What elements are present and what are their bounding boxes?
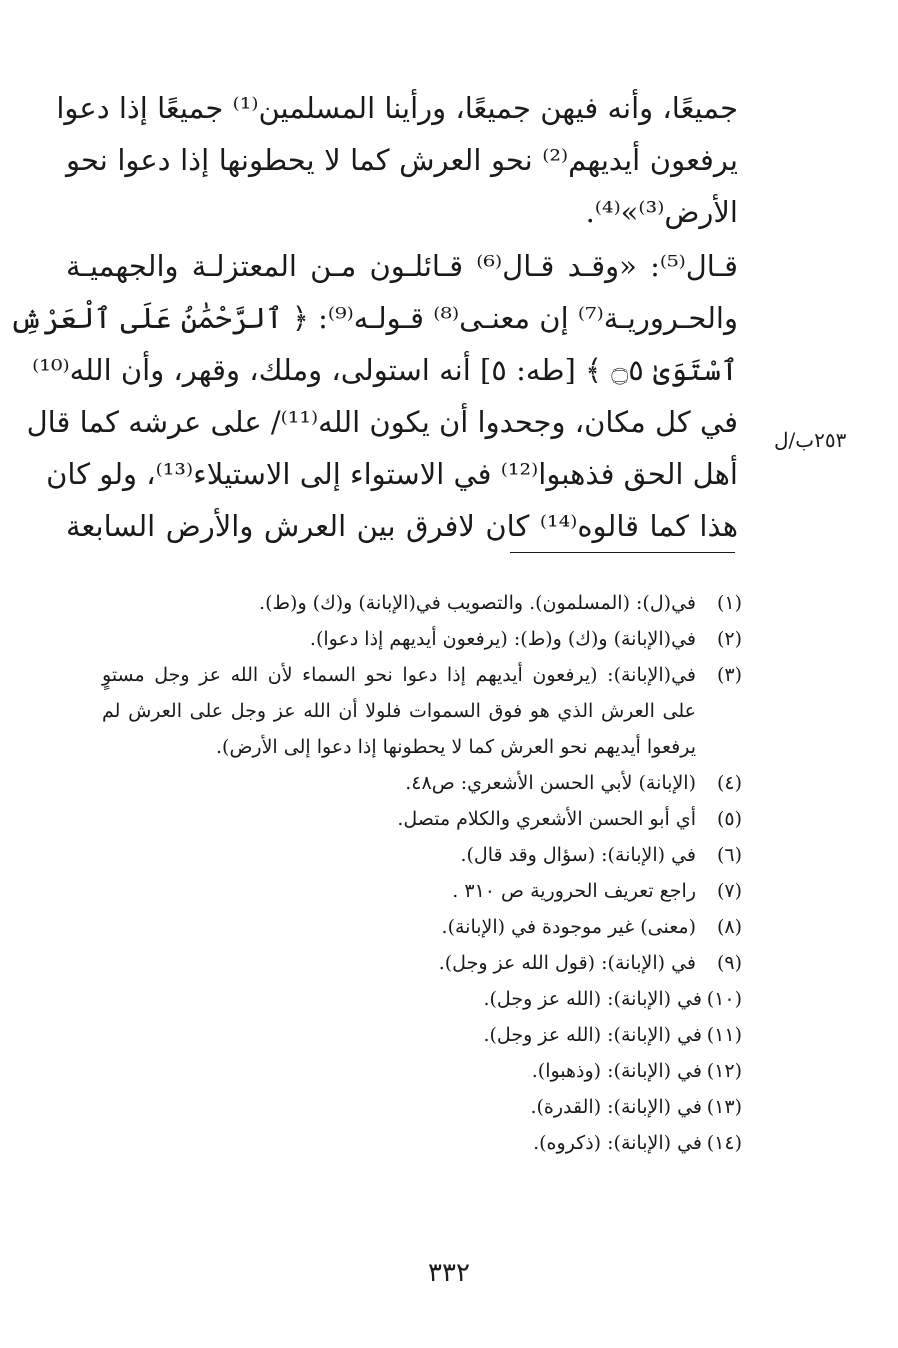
footnotes	[102, 585, 742, 1161]
body-line: يرفعون أيديهم⁽²⁾ نحو العرش كما لا يحطونها إذا دعوا نحو	[66, 143, 738, 177]
footnote-text: في (الإبانة): (القدرة).	[530, 1096, 702, 1118]
body-line: هذا كما قالوه⁽¹⁴⁾ كان لافرق بين العرش والأرض السابعة	[66, 509, 738, 543]
footnote-number: (١٤)	[706, 1132, 742, 1154]
footnote-text: في (الإبانة): (الله عز وجل).	[483, 1024, 702, 1046]
footnote-text: في (الإبانة): (الله عز وجل).	[483, 988, 702, 1010]
main-text-paragraph-2	[9, 240, 738, 552]
body-line: أهل الحق فذهبوا⁽¹²⁾ في الاستواء إلى الاستيلاء⁽¹³⁾، ولو كان	[46, 457, 738, 491]
footnote	[102, 945, 742, 981]
footnote-text: في(ل): (المسلمون). والتصويب في(الإبانة) و(ك) و(ط).	[259, 592, 696, 614]
footnote-text: أي أبو الحسن الأشعري والكلام متصل.	[397, 808, 696, 830]
footnote	[102, 1053, 742, 1089]
manuscript-folio-marker: ٢٥٣ب/ل	[774, 428, 847, 452]
footnote	[102, 873, 742, 909]
footnote-number: (١١)	[706, 1024, 742, 1046]
footnote	[102, 909, 742, 945]
footnote	[102, 801, 742, 837]
footnote-number: (٣)	[716, 664, 742, 686]
footnote	[102, 621, 742, 657]
page-number: ٣٣٢	[428, 1258, 470, 1288]
body-line: قـال⁽⁵⁾: «وقـد قـال⁽⁶⁾ قـائلـون مـن المعتزلـة والجهميـة	[66, 249, 738, 283]
footnote-text: راجع تعريف الحرورية ص ٣١٠ .	[452, 880, 696, 902]
footnote-text: في (الإبانة): (سؤال وقد قال).	[460, 844, 696, 866]
footnote-number: (١٣)	[706, 1096, 742, 1118]
footnote-text: (معنى) غير موجودة في (الإبانة).	[441, 916, 696, 938]
footnote-number: (٥)	[716, 808, 742, 830]
footnote-number: (٧)	[716, 880, 742, 902]
footnote	[102, 837, 742, 873]
footnote-number: (٩)	[716, 952, 742, 974]
footnote-text: في (الإبانة): (قول الله عز وجل).	[438, 952, 696, 974]
body-line: في كل مكان، وجحدوا أن يكون الله⁽¹¹⁾/ على عرشه كما قال	[26, 405, 738, 439]
footnote-number: (١٢)	[706, 1060, 742, 1082]
footnote-number: (٨)	[716, 916, 742, 938]
footnote-text: في (الإبانة): (وذهبوا).	[531, 1060, 702, 1082]
footnote	[102, 765, 742, 801]
footnote-text: في (الإبانة): (ذكروه).	[533, 1132, 702, 1154]
body-line: الأرض⁽³⁾»⁽⁴⁾.	[585, 195, 738, 229]
footnote	[102, 1089, 742, 1125]
footnote-number: (١٠)	[706, 988, 742, 1010]
footnote-text: (الإبانة) لأبي الحسن الأشعري: ص٤٨.	[405, 772, 696, 794]
footnote	[102, 585, 742, 621]
footnote-number: (٢)	[716, 628, 742, 650]
footnote-separator	[510, 552, 735, 553]
footnote-number: (٦)	[716, 844, 742, 866]
footnote	[102, 981, 742, 1017]
footnote-text: في(الإبانة) و(ك) و(ط): (يرفعون أيديهم إذا دعوا).	[309, 628, 696, 650]
main-text-paragraph-1	[56, 82, 738, 238]
body-line: ٱسْتَوَىٰ ۝٥ ﴾ [طه: ٥] أنه استولى، وملك، وقهر، وأن الله⁽¹⁰⁾	[32, 353, 738, 387]
footnote-number: (٤)	[716, 772, 742, 794]
footnote-text: في(الإبانة): (يرفعون أيديهم إذا دعوا نحو السماء لأن الله عز وجل مستوٍ على العرش الذي هو فوق السموات فلولا أن الله عز وجل على العرش لم يرفعوا أيديهم نحو العرش كما لا يحطونها إذا دعوا إلى الأرض).	[102, 664, 696, 758]
footnote	[102, 1125, 742, 1161]
footnote-number: (١)	[716, 592, 742, 614]
footnote	[102, 657, 742, 765]
body-line: جميعًا، وأنه فيهن جميعًا، ورأينا المسلمين⁽¹⁾ جميعًا إذا دعوا	[56, 91, 738, 125]
footnote	[102, 1017, 742, 1053]
body-line: والحـروريـة⁽⁷⁾ إن معنـى⁽⁸⁾ قـولـه⁽⁹⁾: ﴿ ٱلرَّحْمَٰنُ عَلَى ٱلْعَرْشِ	[9, 301, 738, 335]
